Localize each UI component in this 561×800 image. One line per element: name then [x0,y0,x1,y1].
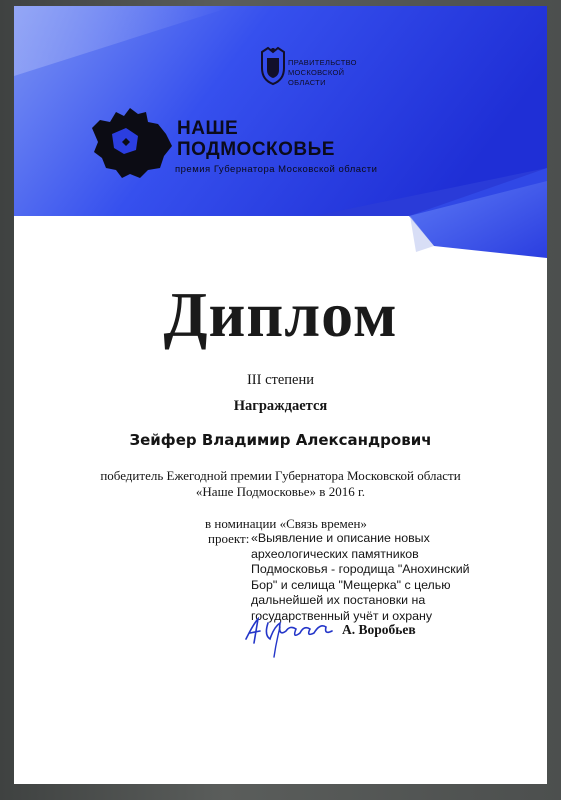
government-line-2: МОСКОВСКОЙ [288,68,345,77]
awarded-label: Награждается [233,398,328,414]
coat-of-arms-icon [258,46,288,86]
project-line: государственный учёт и охрану [251,608,433,623]
project-description [251,531,471,623]
project-line: Бор" и селища "Мещерка" с целью [251,577,451,592]
project-label: проект: [208,531,250,546]
signer-name: А. Воробьев [342,622,416,637]
government-line-1: ПРАВИТЕЛЬСТВО [288,58,357,67]
winner-line-1: победитель Ежегодной премии Губернатора Московской области [100,468,461,483]
project-line: археологических памятников [251,546,419,561]
signature-image [240,609,340,661]
diploma-title: Диплом [163,279,398,350]
winner-line-2: «Наше Подмосковье» в 2016 г. [195,484,366,499]
project-line: дальнейшей их постановки на [251,593,426,608]
brand-name-line-1: НАШЕ [177,118,239,139]
brand-subtitle: премия Губернатора Московской области [175,164,378,175]
project-line: Подмосковья - городища "Анохинский [251,562,470,577]
nomination-text: в номинации «Связь времен» [205,516,367,531]
moscow-region-map-icon [86,98,176,183]
project-line: «Выявление и описание новых [251,531,430,545]
diploma-sheet [14,6,547,784]
diploma-degree: III степени [246,372,315,388]
brand-name-line-2: ПОДМОСКОВЬЕ [177,139,335,160]
government-line-3: ОБЛАСТИ [288,78,326,87]
recipient-name: Зейфер Владимир Александрович [129,431,432,449]
